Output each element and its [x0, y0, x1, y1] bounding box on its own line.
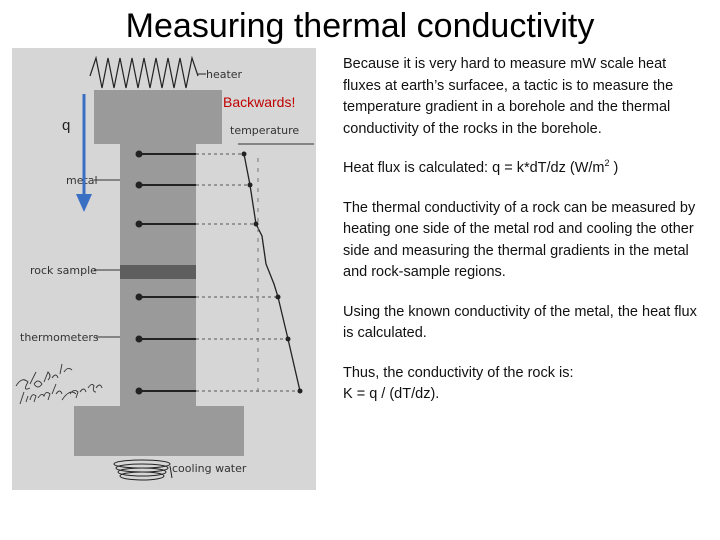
temperature-label: temperature	[230, 124, 300, 137]
q-label: q	[62, 117, 71, 134]
handwritten-note	[16, 364, 102, 404]
paragraph-known-metal: Using the known conductivity of the metal, the heat flux is calculated.	[343, 303, 697, 341]
cooling-coil	[114, 460, 172, 480]
top-block	[94, 90, 222, 144]
heater-coil	[90, 58, 198, 88]
temperature-profile	[244, 154, 300, 391]
metal-label: metal	[66, 174, 98, 187]
rock-sample-label: rock sample	[30, 264, 97, 277]
apparatus-diagram	[12, 48, 316, 490]
heater-label: heater	[206, 68, 243, 81]
thermometers-label: thermometers	[20, 331, 99, 344]
heat-flux-unit-close: )	[609, 160, 619, 176]
apparatus-figure	[12, 48, 316, 490]
paragraph-borehole: Because it is very hard to measure mW scale heat fluxes at earth’s surfacee, a tactic is to measure the temperature gradient in a borehole and the thermal conductivity of the rocks in the borehole.	[343, 56, 674, 137]
paragraph-heat-flux	[343, 158, 705, 180]
heat-flux-equation: Heat flux is calculated: q = k*dT/dz (W/m	[343, 160, 605, 176]
cooling-water-label: cooling water	[172, 462, 247, 475]
thermometer-leaders	[196, 154, 300, 391]
slide-title: Measuring thermal conductivity	[125, 7, 595, 45]
explanation-text	[343, 54, 705, 406]
bottom-block	[74, 406, 244, 456]
conclusion-line-1: Thus, the conductivity of the rock is:	[343, 364, 574, 381]
rock-sample-band	[120, 265, 196, 279]
superscript-2: 2	[604, 158, 610, 169]
backwards-annotation: Backwards!	[223, 94, 296, 110]
paragraph-measurement: The thermal conductivity of a rock can be measured by heating one side of the metal rod and cooling the other side and measuring the thermal gradients in the metal and rock-sample regions.	[343, 199, 696, 280]
heat-flux-arrow	[72, 90, 96, 216]
conductivity-formula: K = q / (dT/dz).	[343, 386, 440, 402]
paragraph-conclusion	[343, 363, 705, 406]
